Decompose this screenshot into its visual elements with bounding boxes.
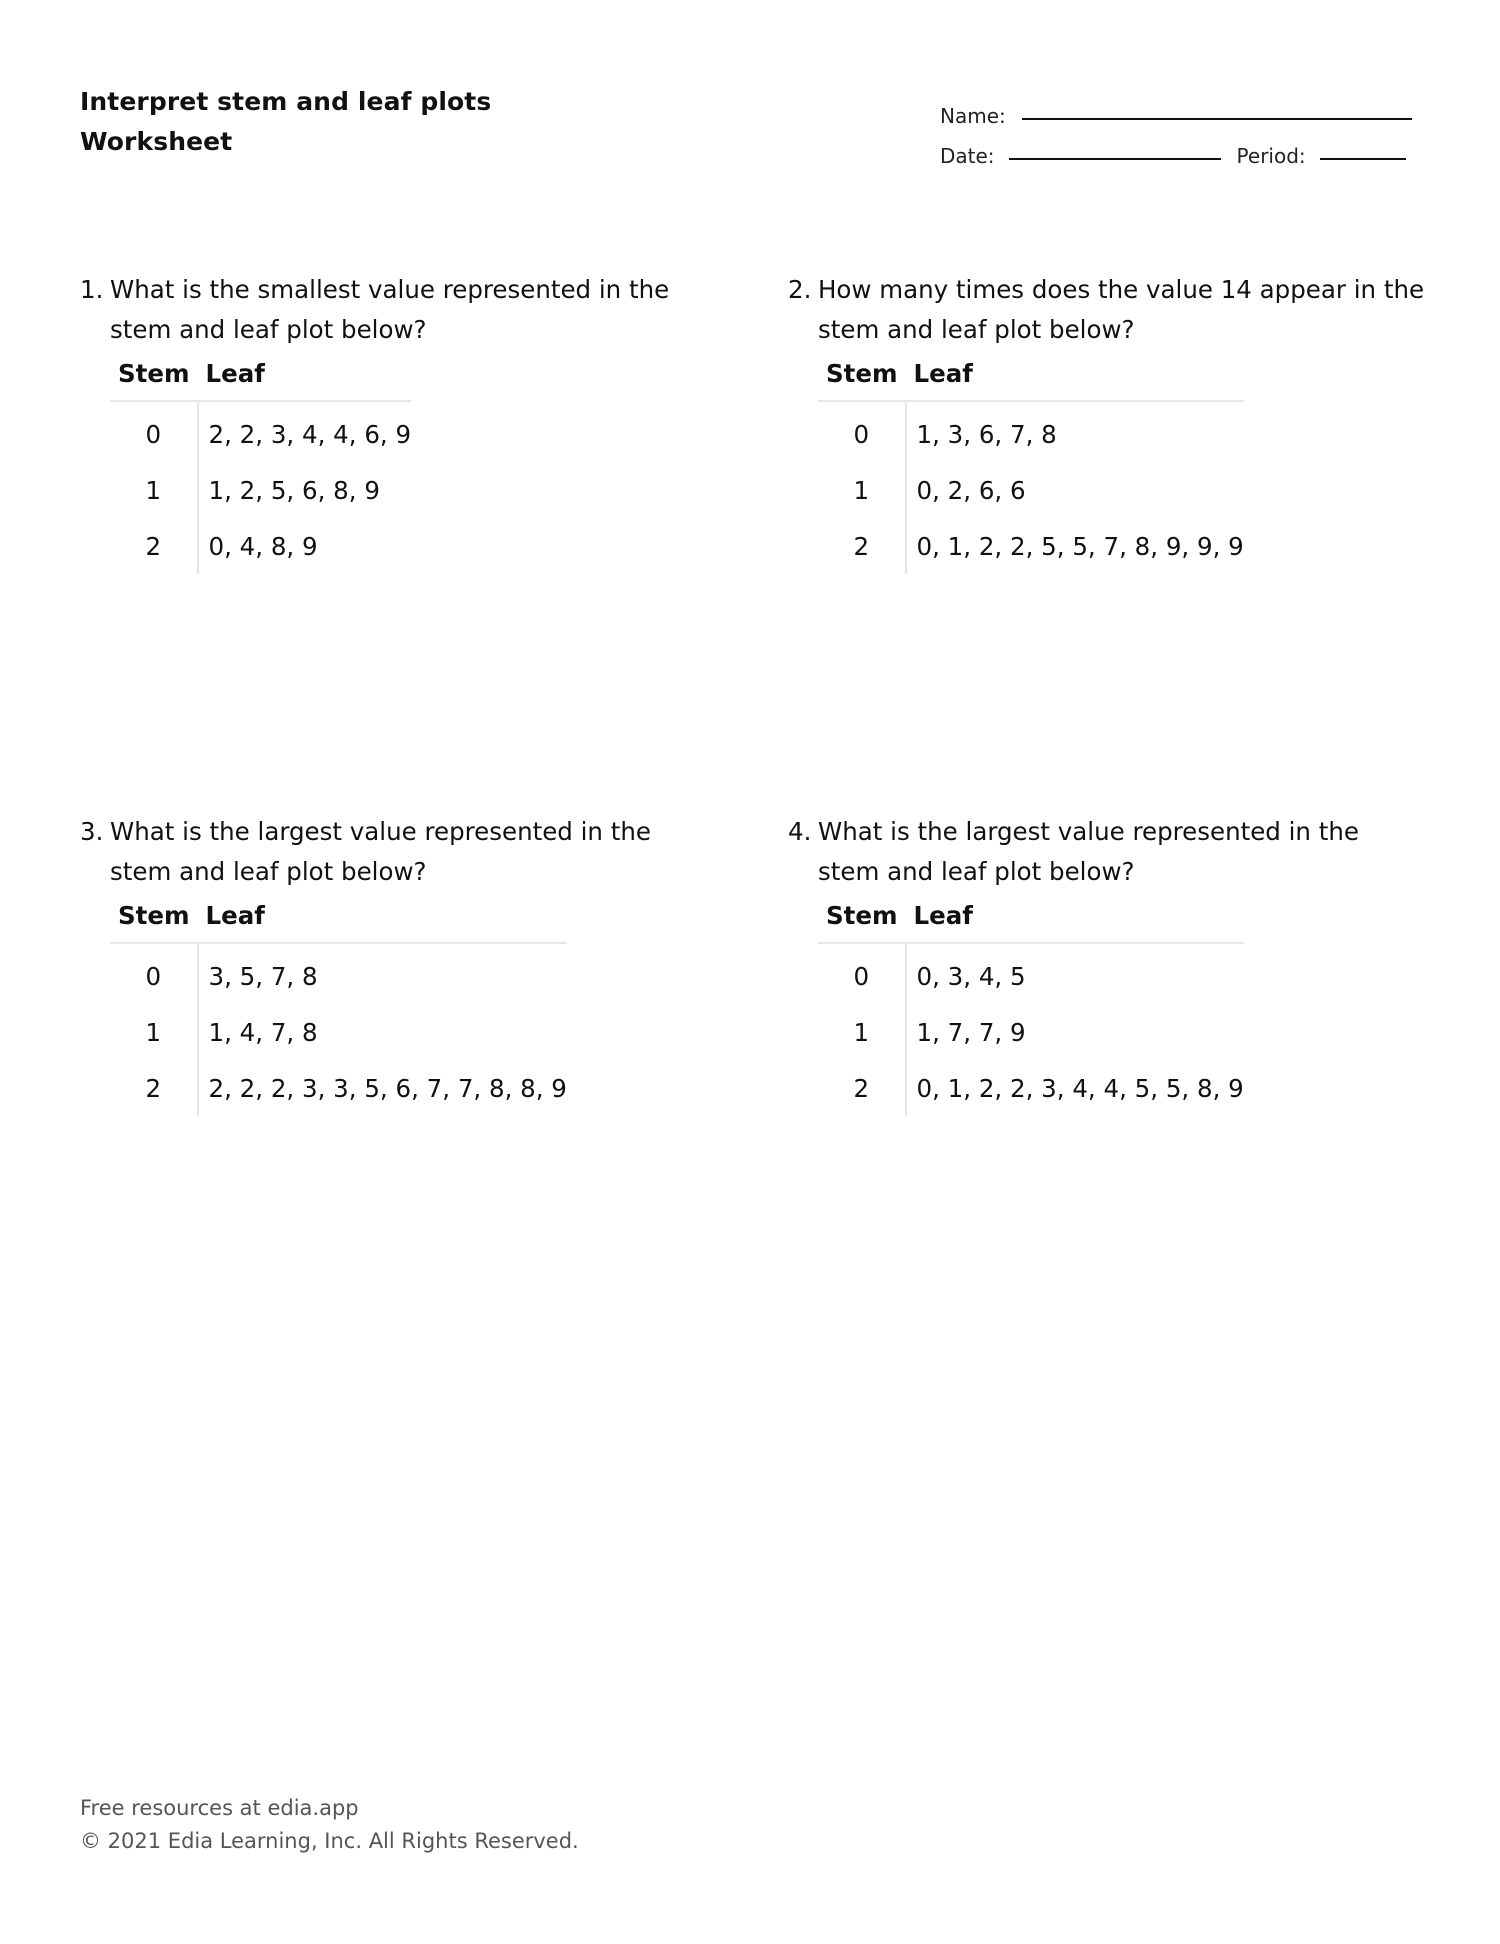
leaf-cell: 0, 3, 4, 5: [916, 961, 1026, 991]
period-label: Period:: [1236, 144, 1306, 168]
worksheet-subtitle: Worksheet: [80, 127, 233, 156]
date-period-row: [940, 128, 1415, 168]
table-row: [818, 1004, 1244, 1060]
table-row: [110, 1004, 567, 1060]
stem-header: Stem: [826, 900, 898, 930]
table-row: [110, 462, 411, 518]
stem-cell: 2: [110, 1060, 198, 1116]
page-footer: [80, 1792, 579, 1858]
footer-copyright-text: © 2021 Edia Learning, Inc. All Rights Reserved.: [80, 1829, 579, 1853]
question-number: 1.: [80, 275, 104, 304]
table-row: [818, 943, 1244, 1004]
date-field[interactable]: [1009, 157, 1221, 160]
table-header-row: [110, 358, 411, 401]
question-2: [788, 270, 1428, 574]
table-row: [818, 1060, 1244, 1116]
question-prompt: [80, 812, 720, 892]
leaf-cell: 2, 2, 3, 4, 4, 6, 9: [208, 419, 412, 449]
question-text: What is the largest value represented in the stem and leaf plot below?: [110, 817, 651, 886]
table-row: [110, 943, 567, 1004]
table-row: [110, 518, 411, 574]
worksheet-title-block: [80, 82, 491, 162]
leaf-header: Leaf: [913, 358, 973, 388]
leaf-cell: 1, 4, 7, 8: [208, 1017, 318, 1047]
leaf-cell: 2, 2, 2, 3, 3, 5, 6, 7, 7, 8, 8, 9: [208, 1073, 567, 1103]
table-row: [818, 462, 1244, 518]
stem-leaf-table: [110, 358, 411, 574]
question-text: How many times does the value 14 appear in the stem and leaf plot below?: [818, 275, 1425, 344]
period-field[interactable]: [1320, 157, 1406, 160]
question-number: 3.: [80, 817, 104, 846]
leaf-header: Leaf: [913, 900, 973, 930]
leaf-header: Leaf: [205, 358, 265, 388]
question-number: 2.: [788, 275, 812, 304]
name-field[interactable]: [1022, 117, 1412, 120]
stem-cell: 0: [110, 401, 198, 462]
leaf-header: Leaf: [205, 900, 265, 930]
stem-cell: 1: [818, 462, 906, 518]
question-text: What is the smallest value represented in the stem and leaf plot below?: [110, 275, 670, 344]
stem-cell: 0: [818, 401, 906, 462]
question-prompt: [788, 270, 1428, 350]
question-number: 4.: [788, 817, 812, 846]
stem-cell: 2: [818, 518, 906, 574]
student-info-fields: [940, 88, 1415, 168]
stem-cell: 2: [818, 1060, 906, 1116]
table-header-row: [818, 358, 1244, 401]
leaf-cell: 3, 5, 7, 8: [208, 961, 318, 991]
worksheet-title: Interpret stem and leaf plots: [80, 87, 492, 116]
leaf-cell: 0, 2, 6, 6: [916, 475, 1026, 505]
stem-cell: 2: [110, 518, 198, 574]
table-row: [110, 401, 411, 462]
name-row: [940, 88, 1415, 128]
leaf-cell: 0, 4, 8, 9: [208, 531, 318, 561]
table-header-row: [110, 900, 567, 943]
table-row: [818, 518, 1244, 574]
question-text: What is the largest value represented in the stem and leaf plot below?: [818, 817, 1359, 886]
stem-cell: 1: [110, 1004, 198, 1060]
stem-cell: 1: [818, 1004, 906, 1060]
name-label: Name:: [940, 104, 1006, 128]
stem-header: Stem: [826, 358, 898, 388]
question-1: [80, 270, 720, 574]
stem-cell: 1: [110, 462, 198, 518]
table-row: [110, 1060, 567, 1116]
leaf-cell: 1, 3, 6, 7, 8: [916, 419, 1057, 449]
leaf-cell: 0, 1, 2, 2, 3, 4, 4, 5, 5, 8, 9: [916, 1073, 1244, 1103]
leaf-cell: 1, 2, 5, 6, 8, 9: [208, 475, 380, 505]
stem-header: Stem: [118, 900, 190, 930]
stem-cell: 0: [110, 943, 198, 1004]
table-row: [818, 401, 1244, 462]
date-label: Date:: [940, 144, 995, 168]
table-header-row: [818, 900, 1244, 943]
leaf-cell: 1, 7, 7, 9: [916, 1017, 1026, 1047]
leaf-cell: 0, 1, 2, 2, 5, 5, 7, 8, 9, 9, 9: [916, 531, 1244, 561]
stem-header: Stem: [118, 358, 190, 388]
stem-leaf-table: [818, 358, 1244, 574]
question-4: [788, 812, 1428, 1116]
stem-leaf-table: [110, 900, 567, 1116]
stem-cell: 0: [818, 943, 906, 1004]
stem-leaf-table: [818, 900, 1244, 1116]
question-3: [80, 812, 720, 1116]
question-prompt: [788, 812, 1428, 892]
footer-resources-text: Free resources at edia.app: [80, 1796, 359, 1820]
question-prompt: [80, 270, 720, 350]
